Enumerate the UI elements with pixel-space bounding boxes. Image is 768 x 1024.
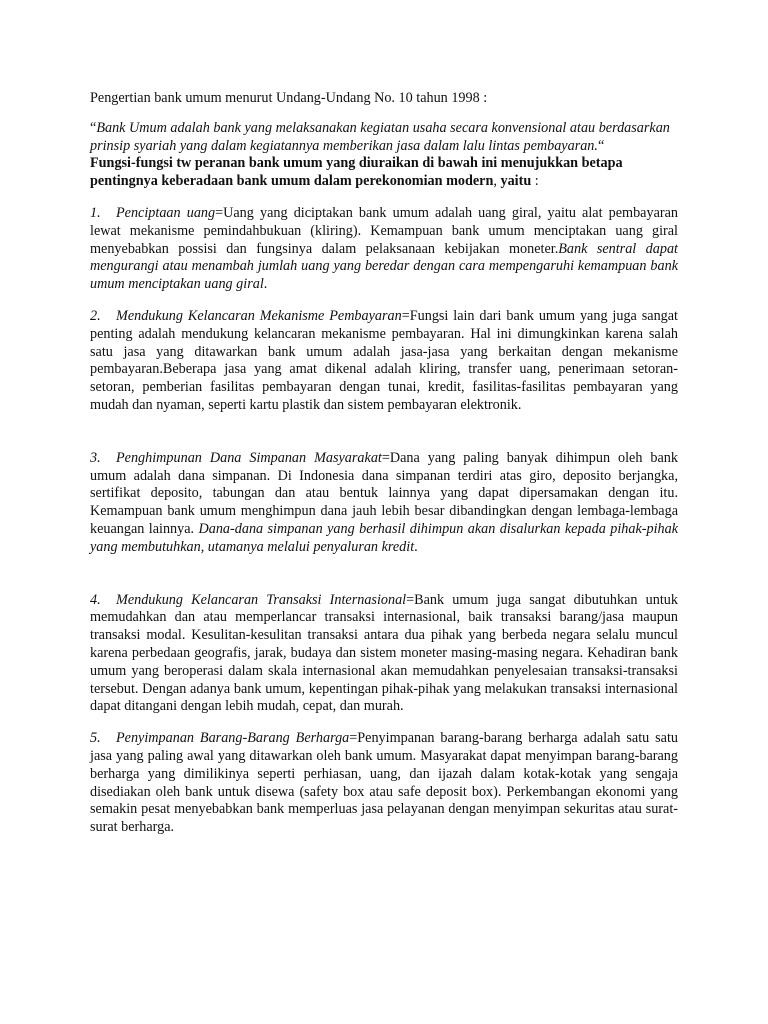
functions-heading-text: Fungsi-fungsi tw peranan bank umum yang diuraikan di bawah ini menujukkan betapa pentingnya keberadaan bank umum dalam perekonomian modern — [90, 155, 623, 190]
item-number: 4. — [90, 591, 101, 608]
item-emphasis: Dana-dana simpanan yang berhasil dihimpun akan disalurkan kepada pihak-pihak yang membutuhkan, utamanya melalui penyaluran kredit — [90, 520, 679, 555]
item-body: =Fungsi lain dari bank umum yang juga sangat penting adalah mendukung kelancaran mekanisme pembayaran. Hal ini dimungkinkan karena salah satu jasa yang ditawarkan bank umum adalah jasa-jasa yang berkaitan dengan mekanisme pembayaran.Beberapa jasa yang amat dikenal adalah kliring, transfer uang, penerimaan setoran-setoran, pemberian fasilitas pembayaran dengan tunai, kredit, fasilitas-fasilitas pembayaran yang mudah dan nyaman, seperti kartu plastik dan sistem pembayaran elektronik. — [90, 307, 678, 413]
item-title: Mendukung Kelancaran Mekanisme Pembayaran — [116, 307, 402, 324]
function-item-3 — [90, 450, 678, 557]
item-title: Penciptaan uang — [116, 204, 216, 221]
quote-text: Bank Umum adalah bank yang melaksanakan kegiatan usaha secara konvensional atau berdasarkan prinsip syariah yang dalam kegiatannya memberikan jasa dalam lalu lintas pembayaran. — [90, 119, 670, 154]
item-title: Penghimpunan Dana Simpanan Masyarakat — [116, 449, 382, 466]
item-body: =Dana yang paling banyak dihimpun oleh bank umum adalah dana simpanan. Di Indonesia dana simpanan terdiri atas giro, deposito berjangka, sertifikat deposito, tabungan dan atau bentuk lainnya yang dapat dipersamakan dengan itu. Kemampuan bank umum menghimpun dana jauh lebih besar dibandingkan dengan lembaga-lembaga keuangan lainnya. — [90, 449, 678, 537]
item-emphasis: Bank sentral dapat mengurangi atau menambah jumlah uang yang beredar dengan cara mempengaruhi kemampuan bank umum menciptakan uang giral — [90, 240, 678, 293]
function-item-4 — [90, 592, 678, 717]
item-body: =Bank umum juga sangat dibutuhkan untuk memudahkan dan atau memperlancar transaksi internasional, baik transaksi barang/jasa maupun transaksi modal. Kesulitan-kesulitan transaksi antara dua pihak yang berbeda negara selalu muncul karena perbedaan geografis, jarak, budaya dan sistem moneter masing-masing negara. Kehadiran bank umum yang beroperasi dalam skala internasional akan memudahkan penyelesaian transaksi-transaksi tersebut. Dengan adanya bank umum, kepentingan pihak-pihak yang melakukan transaksi internasional dapat ditangani dengan lebih mudah, cepat, dan murah. — [90, 591, 678, 715]
functions-heading — [90, 155, 678, 191]
function-item-2 — [90, 308, 678, 415]
item-end: . — [414, 538, 418, 555]
function-item-1 — [90, 205, 678, 294]
item-number: 1. — [90, 204, 101, 221]
definition-quote — [90, 120, 678, 156]
quote-close: “ — [597, 137, 605, 154]
functions-heading-comma: , — [493, 173, 497, 190]
functions-heading-yaitu: yaitu — [496, 173, 532, 190]
functions-heading-colon: : — [531, 173, 539, 190]
item-end: . — [263, 276, 268, 293]
quote-open: “ — [90, 119, 97, 136]
item-title: Mendukung Kelancaran Transaksi Internasional — [116, 591, 407, 608]
item-number: 3. — [90, 449, 101, 466]
item-number: 2. — [90, 307, 101, 324]
intro-line: Pengertian bank umum menurut Undang-Undang No. 10 tahun 1998 : — [90, 90, 488, 106]
item-number: 5. — [90, 730, 101, 747]
item-body: =Uang yang diciptakan bank umum adalah uang giral, yaitu alat pembayaran lewat mekanisme pemindahbukuan (kliring). Kemampuan bank umum menciptakan uang giral menyebabkan possisi dan fungsinya dalam pelaksanaan kebijakan moneter. — [90, 204, 678, 257]
function-item-5 — [90, 730, 678, 837]
item-title: Penyimpanan Barang-Barang Berharga — [116, 730, 350, 747]
item-body: =Penyimpanan barang-barang berharga adalah satu satu jasa yang paling awal yang ditawarkan oleh bank umum. Masyarakat dapat menyimpan barang-barang berharga yang dimilikinya seperti perhiasan, uang, dan ijazah dalam kotak-kotak yang sengaja disediakan oleh bank untuk disewa (safety box atau safe deposit box). Perkembangan ekonomi yang semakin pesat menyebabkan bank memperluas jasa pelayanan dengan menyimpan sekuritas atau surat-surat berharga. — [90, 730, 678, 836]
